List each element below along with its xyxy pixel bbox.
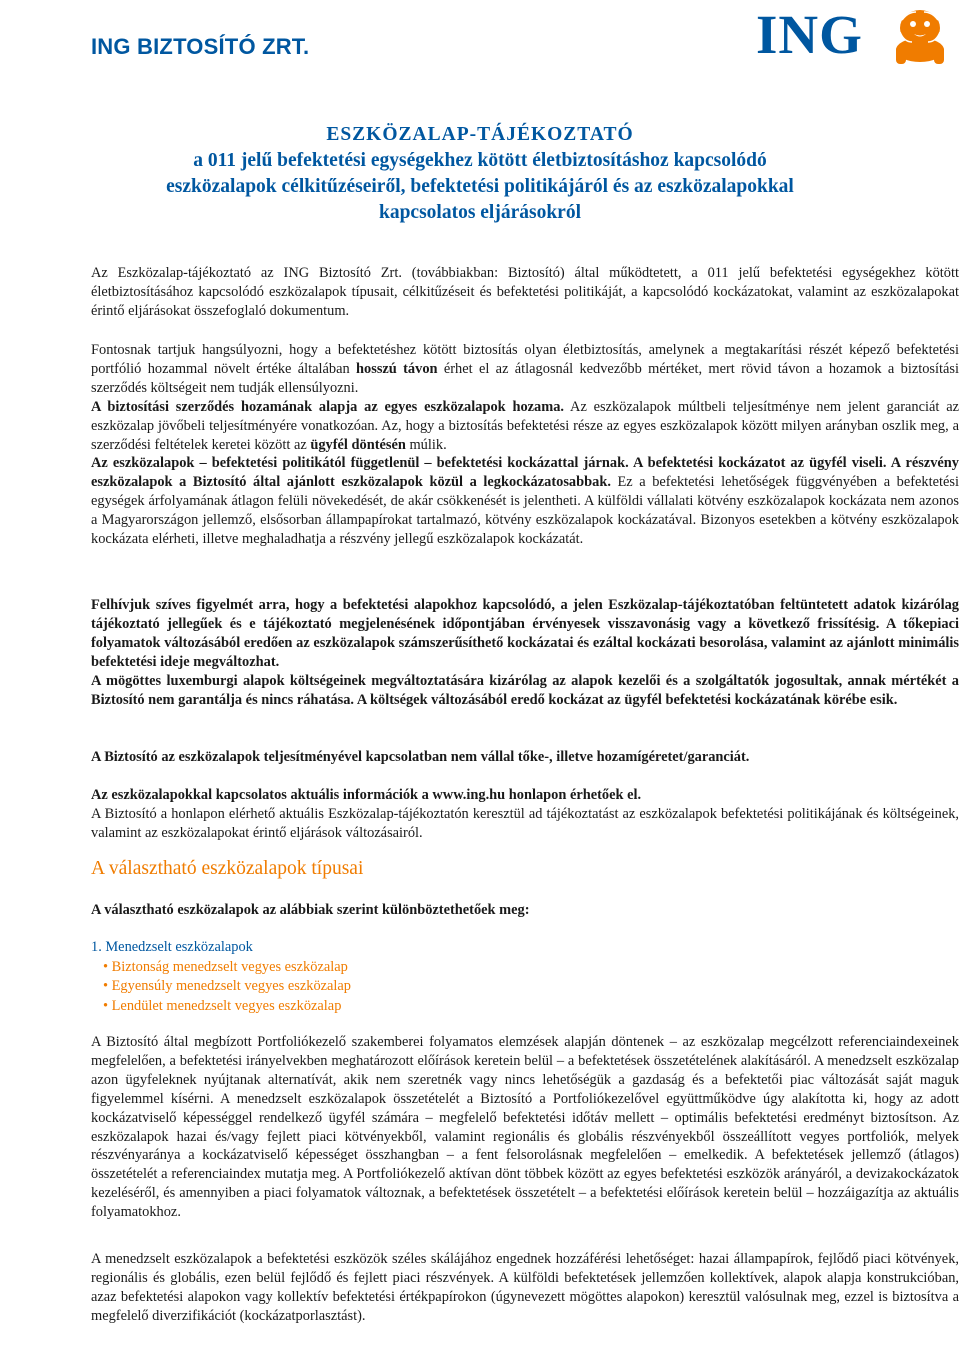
list-item: • Biztonság menedzselt vegyes eszközalap <box>103 958 348 975</box>
notice-text-2: A mögöttes luxemburgi alapok költségeinek megváltoztatására kizárólag az alapok kezelői és a szolgáltatók jogosultak, annak mértékét a Biztosító nem garantálja és nincs ráhatása. A költségek változásából eredő kockázat az ügyfél befektetési kockázatának körébe esik. <box>91 672 959 708</box>
risk-text <box>91 341 959 549</box>
risk-paragraph <box>91 341 959 549</box>
fund-list <box>91 938 351 1016</box>
guarantee-paragraph <box>91 748 959 767</box>
title-line-3: eszközalapok célkitűzéseiről, befektetési politikájáról és az eszközalapokkal <box>166 176 794 197</box>
section-subheading: A választható eszközalapok az alábbiak szerint különböztethetőek meg: <box>91 902 530 918</box>
notice-text-1: Felhívjuk szíves figyelmét arra, hogy a befektetési alapokhoz kapcsolódó, a jelen Eszközalap-tájékoztatóban feltüntetett adatok kizárólag tájékoztató jellegűek és e tájékoztató megjelenésének időpontjában érvényesek visszavonásig vagy a következő frissítésig. A tőkepiaci folyamatok változásából eredően az eszközalapok számszerűsíthető kockázatai és ezáltal kockázati besorolása, valamint az ajánlott minimális befektetési ideje megváltozhat. <box>91 597 959 670</box>
risk-text-3: Az eszközalapok múltbeli teljesítménye nem jelent garanciát az eszközalap jövőbeli teljesítményére vonatkozóan. Az, hogy a biztosítás befektetési része az egyes eszközalapok között milyen arányban oszlik meg, a szerződési feltételek keretei között az <box>91 398 959 453</box>
title-line-4: kapcsolatos eljárásokról <box>378 202 582 223</box>
managed-fund-paragraph <box>91 1033 959 1222</box>
intro-text: Az Eszközalap-tájékoztató az ING Biztosító Zrt. (továbbiakban: Biztosító) által működtetett, a 011 jelű befektetési egységekhez kötött életbiztosításához kapcsolódó eszközalapok típusait, célkitűzéseit és befektetési politikáját, a kapcsolódó kockázatokat, valamint az eszközalapokat érintő eljárásokat összefoglaló dokumentum. <box>91 265 959 319</box>
fund-list-title: 1. Menedzselt eszközalapok <box>91 939 253 955</box>
document-title <box>60 122 900 226</box>
title-line-2: a 011 jelű befektetési egységekhez kötött életbiztosításhoz kapcsolódó <box>193 150 767 171</box>
access-paragraph <box>91 1250 959 1326</box>
logo-wordmark: ING <box>756 4 863 65</box>
access-text: A menedzselt eszközalapok a befektetési eszközök széles skálájához engednek hozzáférési lehetőséget: hazai állampapírok, fejlődő piaci kötvények, regionális és globális, ezen belül fejlődő és fejlett piaci részvények. A külföldi befektetések jellemzően kollektívek, alapok alapja konstrukcióban, azaz befektetési alapokon vagy kollektív befektetési értékpapírokon (úgynevezett mögöttes alapokon) keresztül valósulnak meg, ezzel is biztosítva a megfelelő diverzifikációt (kockázatporlasztást). <box>91 1251 959 1324</box>
risk-emphasis-2: A biztosítási szerződés hozamának alapja az egyes eszközalapok hozama. <box>91 398 565 415</box>
title-line-1: ESZKÖZALAP-TÁJÉKOZTATÓ <box>326 124 634 145</box>
list-item: • Lendület menedzselt vegyes eszközalap <box>103 997 342 1014</box>
section-heading: A választható eszközalapok típusai <box>91 858 364 879</box>
risk-emphasis-3: ügyfél döntésén <box>310 436 406 453</box>
risk-text-2: érhet el az átlagosnál kedvezőbb mértéket, mert rövid távon a hozamok a biztosítási szerződés költségeit nem tudják ellensúlyozni. <box>91 360 959 396</box>
risk-emphasis-1: hosszú távon <box>356 360 438 377</box>
guarantee-text: A Biztosító az eszközalapok teljesítményével kapcsolatban nem vállal tőke-, illetve hozamígéretet/garanciát. <box>91 749 750 765</box>
intro-paragraph <box>91 264 959 321</box>
lion-icon <box>886 6 954 64</box>
risk-text-1: Fontosnak tartjuk hangsúlyozni, hogy a befektetéshez kötött biztosítás olyan életbiztosítás, amelynek a megtakarítási részét képező befektetési portfólió hozammal növelt értéke általában <box>91 342 959 377</box>
risk-text-5: Ez a befektetési lehetőségek függvényében a befektetési egységek árfolyamának átlagon felüli növekedését, de akár csökkenését is jelentheti. A külföldi vállalati kötvény eszközalapok kockázata nem azonos a Magyarországon jellemző, elsősorban állampapírokat tartalmazó, kötvény eszközalapok kockázatával. Bizonyos esetekben a kötvény eszközalapok kockázata elérheti, illetve meghaladhatja a részvény jellegű eszközalapok kockázatát. <box>91 474 959 548</box>
info-paragraph <box>91 786 959 843</box>
managed-fund-text: A Biztosító által megbízott Portfoliókezelő szakemberei folyamatos elemzések alapján döntenek – az eszközalap megcélzott referenciaindexeinek megfelelően, a befektetési irányelvekben meghatározott előírások keretein belül – a befektetések összetételének alakításáról. A menedzselt eszközalap azon ügyfeleknek nyújtanak alternatívát, akik nem szeretnék vagy nincs lehetőségük a gazdaság és a befektetői piac változását saját maguk figyelemmel kísérni. A menedzselt eszközalapok összetételét a Biztosító a Portfoliókezelővel együttműködve úgy alakította ki, hogy az adott kockázatviselő képességgel rendelkező ügyfél számára – megfelelő befektetési időtáv mellett – optimális befektetési eredményt biztosítson. Az eszközalapok hazai és/vagy fejlett piaci kötvényekből, valamint regionális és globális részvényekből összeállított vegyes portfoliók, melyek részvényaránya a kockázatviselő képességet összhangban – a fent felsorolásnak megfelelően – emelkedik. A befektetések jellemző (átlagos) összetételét a referenciaindex mutatja meg. A Portfoliókezelő aktívan dönt többek között az egyes befektetési eszközök arányáról, a devizakockázatok kezeléséről, és amennyiben a piaci folyamatok változnak, a befektetések összetételt – a befektetési előírások keretein belül – hozzáigazítja az aktuális folyamatokhoz. <box>91 1034 959 1221</box>
info-text-1: Az eszközalapokkal kapcsolatos aktuális információk a www.ing.hu honlapon érhetőek el. <box>91 787 642 803</box>
ing-logo <box>756 6 956 64</box>
info-text-2: A Biztosító a honlapon elérhető aktuális Eszközalap-tájékoztatón keresztül ad tájékoztatást az eszközalapok befektetési politikájának és költségeinek, valamint az eszközalapokat érintő eljárások változásairól. <box>91 805 959 841</box>
list-item: • Egyensúly menedzselt vegyes eszközalap <box>103 978 351 994</box>
notice-paragraph <box>91 596 959 709</box>
risk-text-4: múlik. <box>405 436 447 453</box>
company-name: ING BIZTOSÍTÓ ZRT. <box>91 34 310 59</box>
risk-emphasis-4: Az eszközalapok – befektetési politikától függetlenül – befektetési kockázattal járnak. A befektetési kockázatot az ügyfél viseli. A részvény eszközalapok a Biztosító által ajánlott eszközalapok közül a legkockázatosabbak. <box>91 455 959 491</box>
